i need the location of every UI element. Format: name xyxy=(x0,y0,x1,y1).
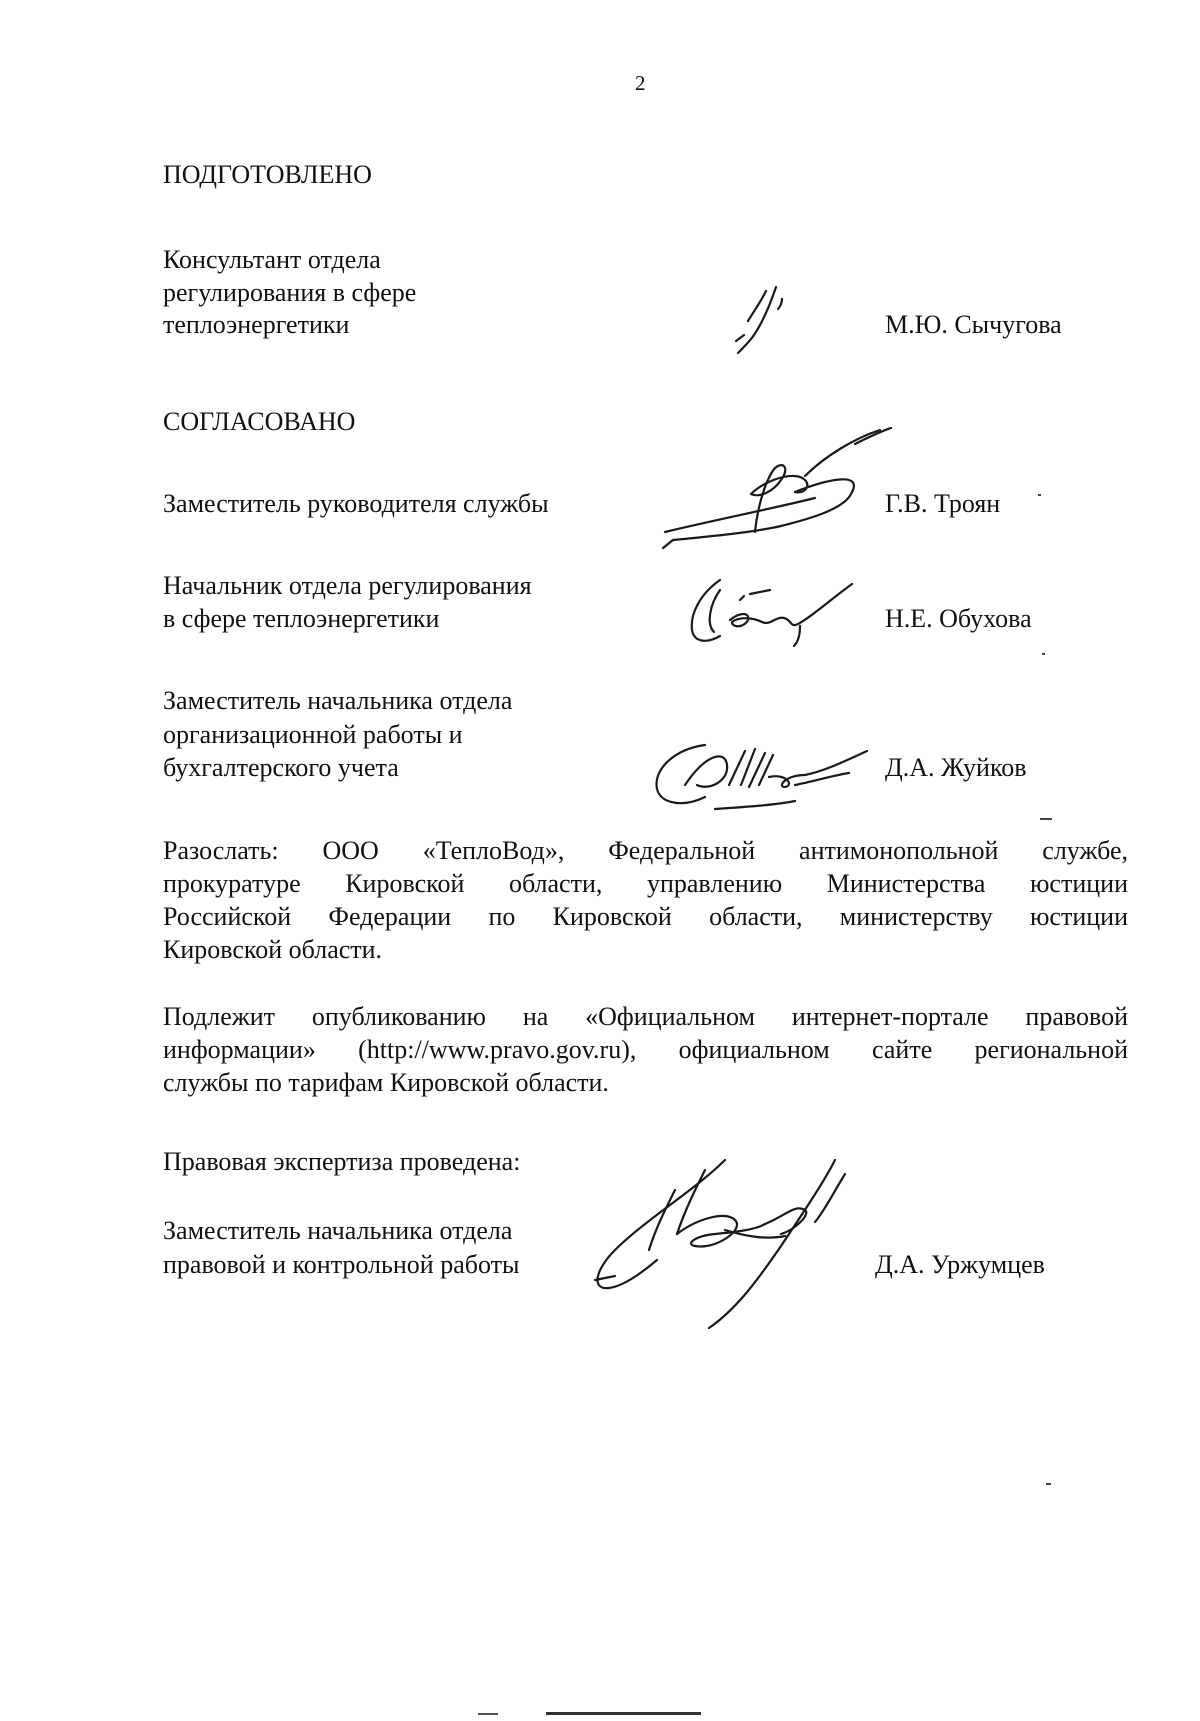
prepared-heading: ПОДГОТОВЛЕНО xyxy=(163,160,372,189)
distribution-line-3: Российской Федерации по Кировской области, министерству юстиции xyxy=(163,902,1128,931)
footer-rule xyxy=(546,1712,701,1715)
distribution-line-1: Разослать: ООО «ТеплоВод», Федеральной антимонопольной службе, xyxy=(163,836,1128,865)
legal-review-name: Д.А. Уржумцев xyxy=(875,1250,1045,1279)
scan-speck xyxy=(1046,1483,1051,1485)
scan-speck xyxy=(1038,494,1041,496)
agreed-signer-2-name: Н.Е. Обухова xyxy=(885,604,1032,633)
signature-sychugova xyxy=(730,283,800,358)
distribution-line-4: Кировской области. xyxy=(163,935,383,964)
agreed-signer-3-position-line-2: организационной работы и xyxy=(163,720,463,749)
page-number: 2 xyxy=(635,71,646,95)
publication-line-1: Подлежит опубликованию на «Официальном интернет-портале правовой xyxy=(163,1002,1128,1031)
agreed-signer-2-position-line-1: Начальник отдела регулирования xyxy=(163,571,532,600)
agreed-signer-3-position-line-3: бухгалтерского учета xyxy=(163,753,399,782)
agreed-signer-1-position: Заместитель руководителя службы xyxy=(163,489,549,518)
scan-speck xyxy=(1040,818,1052,820)
agreed-signer-3-position-line-1: Заместитель начальника отдела xyxy=(163,686,513,715)
publication-line-3: службы по тарифам Кировской области. xyxy=(163,1068,609,1097)
publication-paragraph xyxy=(163,1000,1128,1099)
signature-troyan xyxy=(655,420,895,570)
signature-zhuykov xyxy=(645,725,875,815)
agreed-signer-2-position-line-2: в сфере теплоэнергетики xyxy=(163,604,440,633)
prepared-position-line-2: регулирования в сфере xyxy=(163,278,417,307)
signature-obukhova xyxy=(680,570,870,650)
footer-mark xyxy=(478,1713,498,1715)
prepared-position-line-3: теплоэнергетики xyxy=(163,310,350,339)
signature-urzhumtsev xyxy=(585,1150,875,1330)
agreed-heading: СОГЛАСОВАНО xyxy=(163,407,356,436)
distribution-paragraph xyxy=(163,834,1128,966)
agreed-signer-1-name: Г.В. Троян xyxy=(885,489,1001,518)
scan-speck xyxy=(1042,653,1045,655)
publication-line-2: информации» (http://www.pravo.gov.ru), официальном сайте региональной xyxy=(163,1035,1128,1064)
legal-review-position-line-1: Заместитель начальника отдела xyxy=(163,1216,513,1245)
legal-review-position-line-2: правовой и контрольной работы xyxy=(163,1250,520,1279)
prepared-name: М.Ю. Сычугова xyxy=(885,310,1062,339)
legal-review-heading: Правовая экспертиза проведена: xyxy=(163,1147,521,1176)
agreed-signer-3-name: Д.А. Жуйков xyxy=(885,753,1027,782)
distribution-line-2: прокуратуре Кировской области, управлению Министерства юстиции xyxy=(163,869,1128,898)
prepared-position-line-1: Консультант отдела xyxy=(163,245,381,274)
